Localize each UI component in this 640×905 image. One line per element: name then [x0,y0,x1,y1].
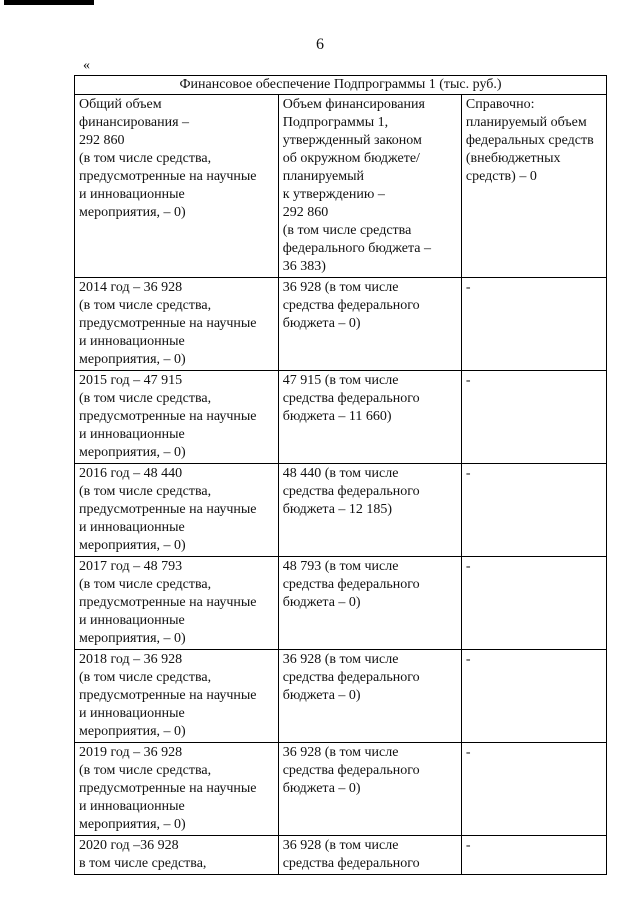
year-reference-cell: - [461,278,606,371]
year-total-cell: 2017 год – 48 793 (в том числе средства, предусмотренные на научные и инновационные мероприятия, – 0) [75,557,279,650]
table-row [75,836,607,875]
table-row [75,464,607,557]
opening-quote-mark: « [83,58,90,73]
year-reference-cell: - [461,371,606,464]
year-financing-cell: 36 928 (в том числе средства федерального [278,836,461,875]
year-total-cell: 2020 год –36 928 в том числе средства, [75,836,279,875]
table-row [75,743,607,836]
year-reference-cell: - [461,557,606,650]
year-reference-cell: - [461,836,606,875]
table-row [75,278,607,371]
year-reference-cell: - [461,464,606,557]
financing-table [74,75,607,875]
year-total-cell: 2016 год – 48 440 (в том числе средства, предусмотренные на научные и инновационные мероприятия, – 0) [75,464,279,557]
year-reference-cell: - [461,650,606,743]
year-reference-cell: - [461,743,606,836]
table-intro-row [75,95,607,278]
year-financing-cell: 47 915 (в том числе средства федерального бюджета – 11 660) [278,371,461,464]
total-financing-cell: Общий объем финансирования – 292 860 (в том числе средства, предусмотренные на научные и инновационные мероприятия, – 0) [75,95,279,278]
year-financing-cell: 48 793 (в том числе средства федерального бюджета – 0) [278,557,461,650]
top-edge-bar [4,0,94,5]
table-header: Финансовое обеспечение Подпрограммы 1 (тыс. руб.) [75,76,607,95]
year-total-cell: 2014 год – 36 928 (в том числе средства, предусмотренные на научные и инновационные мероприятия, – 0) [75,278,279,371]
table-header-row [75,76,607,95]
year-financing-cell: 48 440 (в том числе средства федерального бюджета – 12 185) [278,464,461,557]
table-row [75,557,607,650]
page-number: 6 [316,36,324,53]
year-financing-cell: 36 928 (в том числе средства федерального бюджета – 0) [278,278,461,371]
year-total-cell: 2019 год – 36 928 (в том числе средства, предусмотренные на научные и инновационные мероприятия, – 0) [75,743,279,836]
year-total-cell: 2018 год – 36 928 (в том числе средства, предусмотренные на научные и инновационные мероприятия, – 0) [75,650,279,743]
year-financing-cell: 36 928 (в том числе средства федерального бюджета – 0) [278,743,461,836]
year-total-cell: 2015 год – 47 915 (в том числе средства, предусмотренные на научные и инновационные мероприятия, – 0) [75,371,279,464]
year-financing-cell: 36 928 (в том числе средства федерального бюджета – 0) [278,650,461,743]
reference-federal-cell: Справочно: планируемый объем федеральных средств (внебюджетных средств) – 0 [461,95,606,278]
approved-financing-cell: Объем финансирования Подпрограммы 1, утвержденный законом об окружном бюджете/ планируемый к утверждению – 292 860 (в том числе средства федерального бюджета – 36 383) [278,95,461,278]
table-row [75,371,607,464]
table-row [75,650,607,743]
